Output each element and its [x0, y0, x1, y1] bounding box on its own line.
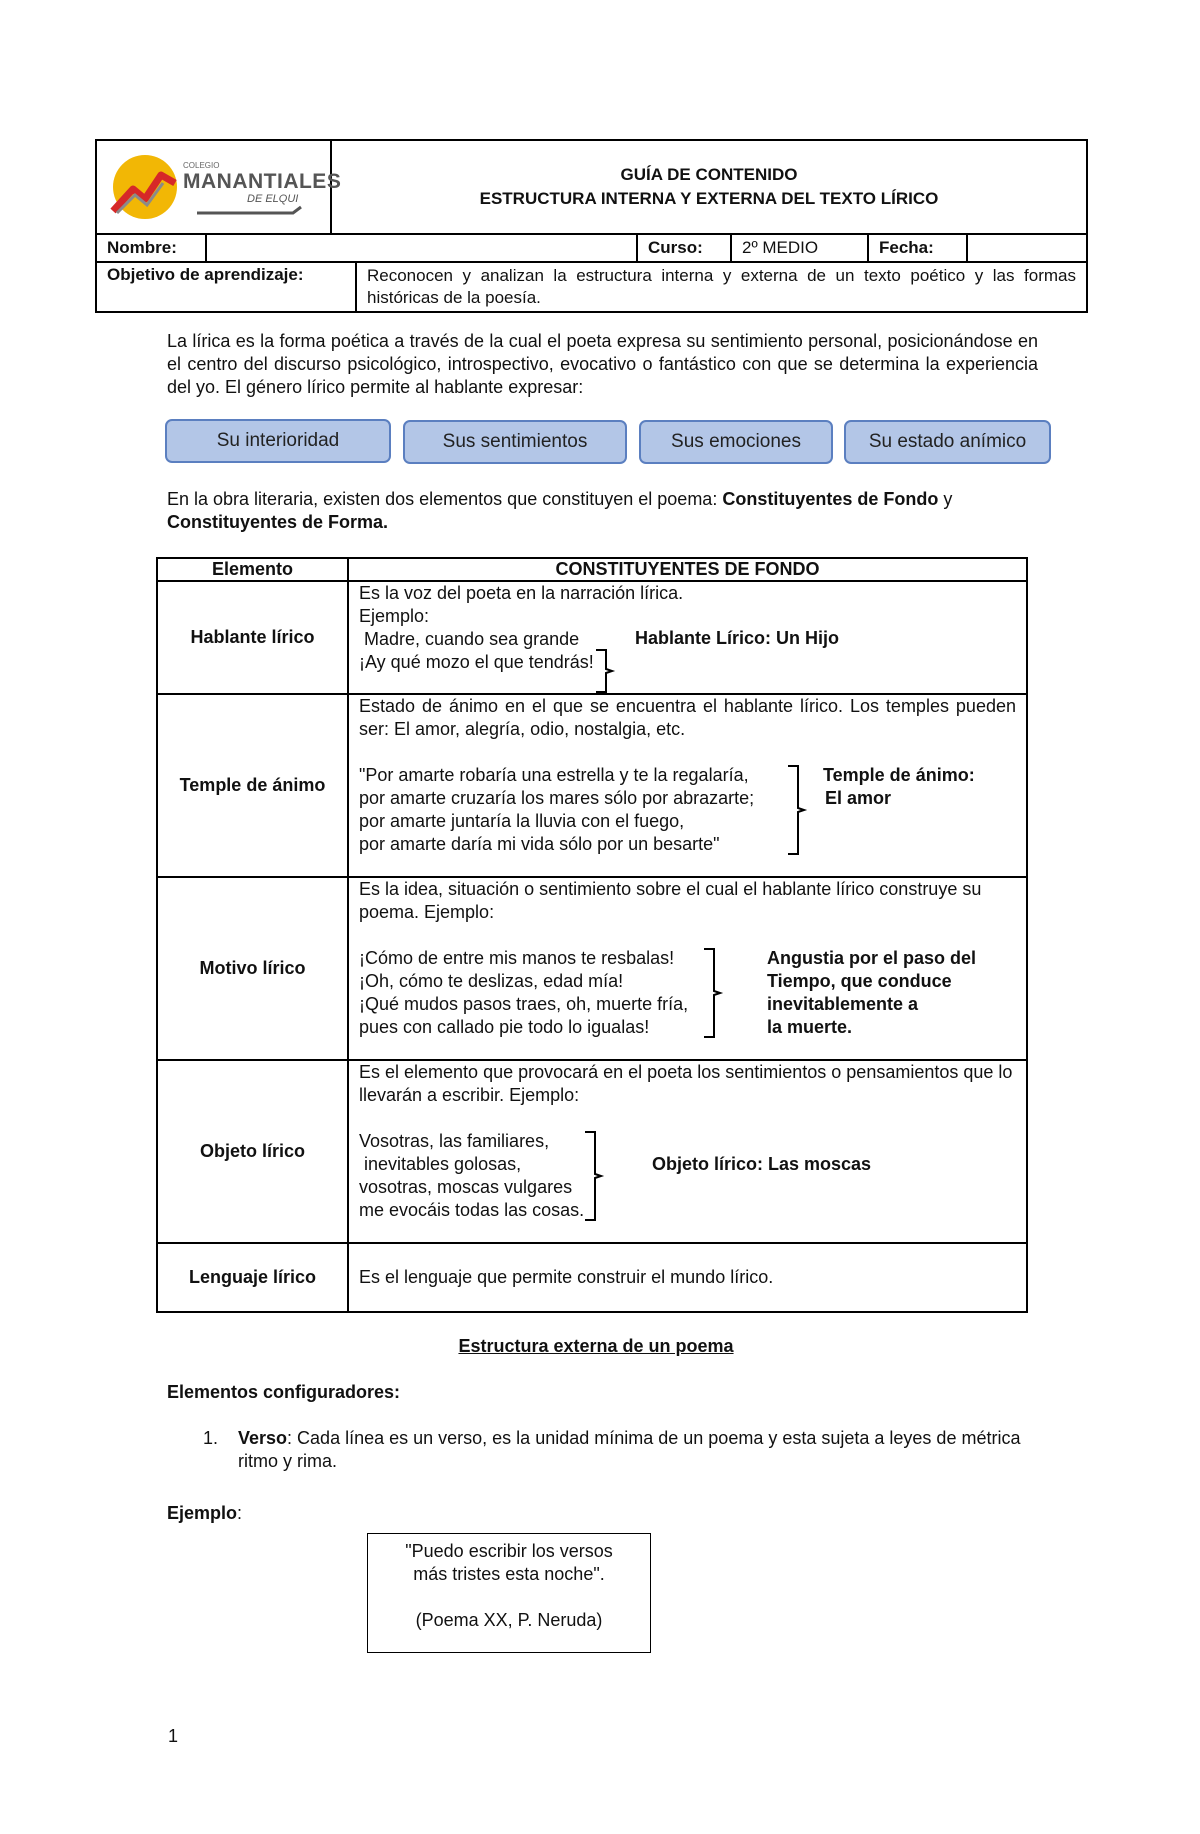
- objetivo-label: Objetivo de aprendizaje:: [97, 263, 357, 311]
- pill-sentimientos: Sus sentimientos: [403, 420, 627, 464]
- constituyentes-table: [156, 557, 1028, 1313]
- fecha-field[interactable]: [968, 235, 1086, 261]
- element-temple: Temple de ánimo: [157, 694, 348, 877]
- motivo-side-label: [767, 947, 976, 1039]
- logo-main-text: MANANTIALES: [183, 170, 342, 193]
- fecha-label: Fecha:: [869, 235, 968, 261]
- lenguaje-desc: Es el lenguaje que permite construir el mundo lírico.: [348, 1243, 1027, 1312]
- motivo-desc: Es la idea, situación o sentimiento sobre el cual el hablante lírico construye su poema. Ejemplo:: [359, 879, 982, 922]
- motivo-side-line: inevitablemente a: [767, 994, 919, 1014]
- poem-line: Madre, cuando sea grande: [359, 629, 580, 649]
- curso-field[interactable]: 2º MEDIO: [732, 235, 869, 261]
- poem-quote-box: [367, 1533, 651, 1653]
- temple-side-line: El amor: [825, 788, 892, 808]
- example-label: [167, 1502, 242, 1525]
- quote-line: más tristes esta noche".: [413, 1564, 605, 1584]
- motivo-side-line: la muerte.: [767, 1017, 853, 1037]
- motivo-side-line: Angustia por el paso del: [767, 948, 977, 968]
- objeto-side-label: Objeto lírico: Las moscas: [652, 1154, 872, 1174]
- page-number: 1: [168, 1726, 179, 1746]
- pill-emociones: Sus emociones: [639, 420, 833, 464]
- table-row: [157, 581, 1027, 694]
- element-motivo: Motivo lírico: [157, 877, 348, 1060]
- constituyentes-paragraph: [167, 488, 1040, 534]
- poem-line: inevitables golosas,: [359, 1154, 522, 1174]
- row-description: [348, 877, 1027, 1060]
- poem-line: ¡Ay qué mozo el que tendrás!: [359, 652, 594, 672]
- title-line-2: ESTRUCTURA INTERNA Y EXTERNA DEL TEXTO LÍRICO: [479, 189, 939, 208]
- document-title: [332, 141, 1086, 233]
- pill-estado-animico: Su estado anímico: [844, 420, 1051, 464]
- school-logo: [97, 141, 342, 233]
- intro-paragraph: La lírica es la forma poética a través de la cual el poeta expresa su sentimiento personal, posicionándose en el centro del discurso psicológico, introspectivo, evocativo o fantástico con que se determina la experiencia del yo. El género lírico permite al hablante expresar:: [167, 331, 1038, 397]
- verso-item: [238, 1427, 1038, 1473]
- verso-definition: : Cada línea es un verso, es la unidad mínima de un poema y esta sujeta a leyes de métrica ritmo y rima.: [238, 1428, 1021, 1471]
- title-line-1: GUÍA DE CONTENIDO: [620, 165, 798, 184]
- table-row: [157, 694, 1027, 877]
- poem-line: ¡Cómo de entre mis manos te resbalas!: [359, 948, 675, 968]
- row-description: [348, 694, 1027, 877]
- para2-bold-forma: Constituyentes de Forma.: [167, 512, 389, 532]
- temple-desc: Estado de ánimo en el que se encuentra el hablante lírico. Los temples pueden ser: El amor, alegría, odio, nostalgia, etc.: [359, 696, 1016, 739]
- poem-line: por amarte cruzaría los mares sólo por abrazarte;: [359, 788, 755, 808]
- verso-term: Verso: [238, 1428, 288, 1448]
- table-row: [157, 1243, 1027, 1312]
- poem-line: por amarte juntaría la lluvia con el fuego,: [359, 811, 685, 831]
- temple-side-line: Temple de ánimo:: [823, 765, 975, 785]
- example-label-bold: Ejemplo: [167, 1503, 238, 1523]
- nombre-field[interactable]: [207, 235, 638, 261]
- temple-side-label: [823, 764, 975, 810]
- poem-line: pues con callado pie todo lo igualas!: [359, 1017, 650, 1037]
- nombre-label: Nombre:: [97, 235, 207, 261]
- quote-source: (Poema XX, P. Neruda): [415, 1610, 603, 1630]
- poem-line: ¡Qué mudos pasos traes, oh, muerte fría,: [359, 994, 689, 1014]
- logo-sub-text: DE ELQUI: [247, 193, 299, 205]
- poem-line: ¡Oh, cómo te deslizas, edad mía!: [359, 971, 624, 991]
- logo-small-text: COLEGIO: [183, 161, 220, 170]
- element-lenguaje: Lenguaje lírico: [157, 1243, 348, 1312]
- table-row: [157, 877, 1027, 1060]
- row-description: [348, 1060, 1027, 1243]
- table-row: [157, 1060, 1027, 1243]
- objeto-desc: Es el elemento que provocará en el poeta los sentimientos o pensamientos que lo llevarán a escribir. Ejemplo:: [359, 1062, 1013, 1105]
- poem-line: me evocáis todas las cosas.: [359, 1200, 585, 1220]
- hablante-side-label: Hablante Lírico: Un Hijo: [635, 628, 840, 648]
- brace-icon: [583, 1131, 605, 1221]
- row-description: [348, 581, 1027, 694]
- hablante-desc: Es la voz del poeta en la narración lírica.: [359, 583, 684, 603]
- header-table: [95, 139, 1088, 313]
- poem-line: "Por amarte robaría una estrella y te la regalaría,: [359, 765, 749, 785]
- objetivo-text: Reconocen y analizan la estructura interna y externa de un texto poético y las formas históricas de la poesía.: [367, 266, 1076, 307]
- hablante-example-label: Ejemplo:: [359, 606, 430, 626]
- para2-text: En la obra literaria, existen dos elementos que constituyen el poema:: [167, 489, 723, 509]
- quote-line: "Puedo escribir los versos: [405, 1541, 613, 1561]
- motivo-side-line: Tiempo, que conduce: [767, 971, 952, 991]
- brace-icon: [702, 948, 724, 1038]
- elements-label: Elementos configuradores:: [167, 1382, 401, 1402]
- brace-icon: [786, 765, 808, 855]
- element-hablante: Hablante lírico: [157, 581, 348, 694]
- list-number: 1.: [203, 1428, 219, 1448]
- poem-line: Vosotras, las familiares,: [359, 1131, 550, 1151]
- element-objeto: Objeto lírico: [157, 1060, 348, 1243]
- curso-label: Curso:: [638, 235, 732, 261]
- brace-icon: [594, 649, 616, 693]
- external-structure-title: Estructura externa de un poema: [458, 1336, 734, 1356]
- para2-mid: y: [938, 489, 953, 509]
- col-header-fondo: CONSTITUYENTES DE FONDO: [348, 558, 1027, 581]
- poem-line: por amarte daría mi vida sólo por un besarte": [359, 834, 720, 854]
- example-colon: :: [237, 1503, 243, 1523]
- poem-line: vosotras, moscas vulgares: [359, 1177, 573, 1197]
- para2-bold-fondo: Constituyentes de Fondo: [722, 489, 939, 509]
- pill-interioridad: Su interioridad: [165, 419, 391, 463]
- col-header-elemento: Elemento: [157, 558, 348, 581]
